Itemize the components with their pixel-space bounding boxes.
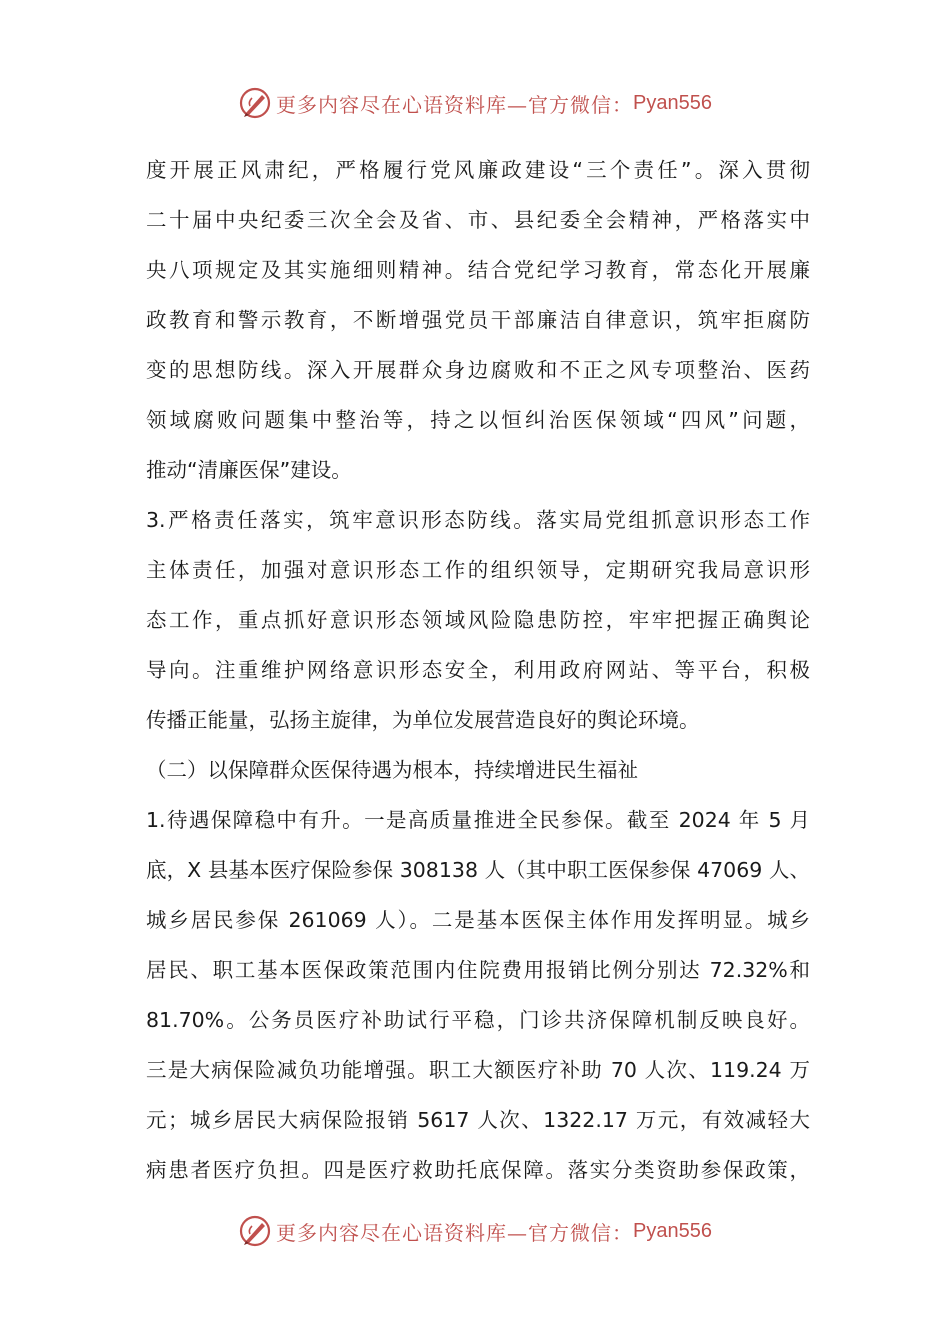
text-line: 1.待遇保障稳中有升。一是高质量推进全民参保。截至 2024 年 5 月 [146,808,810,832]
banner-text: 更多内容尽在心语资料库—官方微信： [276,1220,634,1245]
text-line: 三是大病保险减负功能增强。职工大额医疗补助 70 人次、119.24 万 [146,1058,810,1082]
text-line: 病患者医疗负担。四是医疗救助托底保障。落实分类资助参保政策， [146,1158,810,1182]
text-line: 态工作，重点抓好意识形态领域风险隐患防控，牢牢把握正确舆论 [146,608,810,632]
text-line: 元；城乡居民大病保险报销 5617 人次、1322.17 万元，有效减轻大 [146,1108,810,1132]
wechat-handle: Pyan556 [633,1219,712,1242]
text-line: 导向。注重维护网络意识形态安全，利用政府网站、等平台，积极 [146,658,810,682]
section-heading: （二）以保障群众医保待遇为根本，持续增进民生福祉 [146,758,638,782]
wechat-handle: Pyan556 [633,91,712,114]
banner-text: 更多内容尽在心语资料库—官方微信： [276,92,634,117]
text-line: 度开展正风肃纪，严格履行党风廉政建设“三个责任”。深入贯彻 [146,158,810,182]
document-body [146,145,810,1195]
footer-banner [0,1211,950,1251]
text-line: 主体责任，加强对意识形态工作的组织领导，定期研究我局意识形 [146,558,810,582]
text-line: 领域腐败问题集中整治等，持之以恒纠治医保领域“四风”问题， [146,408,810,432]
text-line: 城乡居民参保 261069 人）。二是基本医保主体作用发挥明显。城乡 [146,908,810,932]
text-line: 3.严格责任落实，筑牢意识形态防线。落实局党组抓意识形态工作 [146,508,810,532]
text-line: 央八项规定及其实施细则精神。结合党纪学习教育，常态化开展廉 [146,258,810,282]
text-line: 推动“清廉医保”建设。 [146,458,352,482]
text-line: 底，X 县基本医疗保险参保 308138 人（其中职工医保参保 47069 人、 [146,858,810,882]
text-line: 传播正能量，弘扬主旋律，为单位发展营造良好的舆论环境。 [146,708,700,732]
text-line: 居民、职工基本医保政策范围内住院费用报销比例分别达 72.32%和 [146,958,810,982]
header-banner [0,83,950,123]
pen-in-circle-icon [238,1214,272,1248]
text-line: 政教育和警示教育，不断增强党员干部廉洁自律意识，筑牢拒腐防 [146,308,810,332]
text-line: 变的思想防线。深入开展群众身边腐败和不正之风专项整治、医药 [146,358,810,382]
text-line: 二十届中央纪委三次全会及省、市、县纪委全会精神，严格落实中 [146,208,810,232]
text-line: 81.70%。公务员医疗补助试行平稳，门诊共济保障机制反映良好。 [146,1008,810,1032]
pen-in-circle-icon [238,86,272,120]
